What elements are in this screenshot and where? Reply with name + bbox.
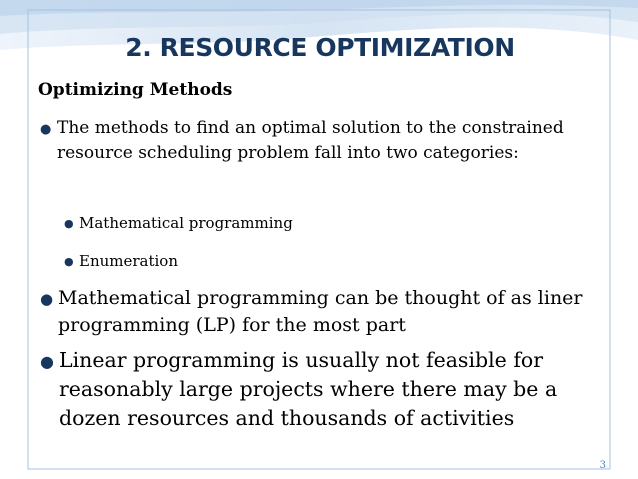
bullet-dot-icon: ● xyxy=(40,290,54,308)
bullet-item xyxy=(40,116,580,166)
bullet-text: Mathematical programming can be thought of as liner programming (LP) for the most part xyxy=(58,287,583,336)
bullet-dot-icon: ● xyxy=(64,217,74,230)
bullet-text: Linear programming is usually not feasible for reasonably large projects where there may be a dozen resources and thousands of activities xyxy=(59,348,558,430)
sub-bullet-item xyxy=(64,250,178,272)
bullet-dot-icon: ● xyxy=(40,122,52,137)
section-heading: Optimizing Methods xyxy=(38,80,233,100)
bullet-text: The methods to find an optimal solution to the constrained resource scheduling problem fall into two categories: xyxy=(57,118,564,163)
bullet-item xyxy=(40,285,600,339)
slide-title: 2. RESOURCE OPTIMIZATION xyxy=(125,33,515,62)
bullet-dot-icon: ● xyxy=(64,255,74,268)
sub-bullet-text: Mathematical programming xyxy=(79,214,293,232)
page-number: 3 xyxy=(599,460,606,471)
bullet-dot-icon: ● xyxy=(40,352,54,371)
sub-bullet-text: Enumeration xyxy=(79,252,179,270)
sub-bullet-item xyxy=(64,212,293,234)
bullet-item xyxy=(40,346,600,433)
